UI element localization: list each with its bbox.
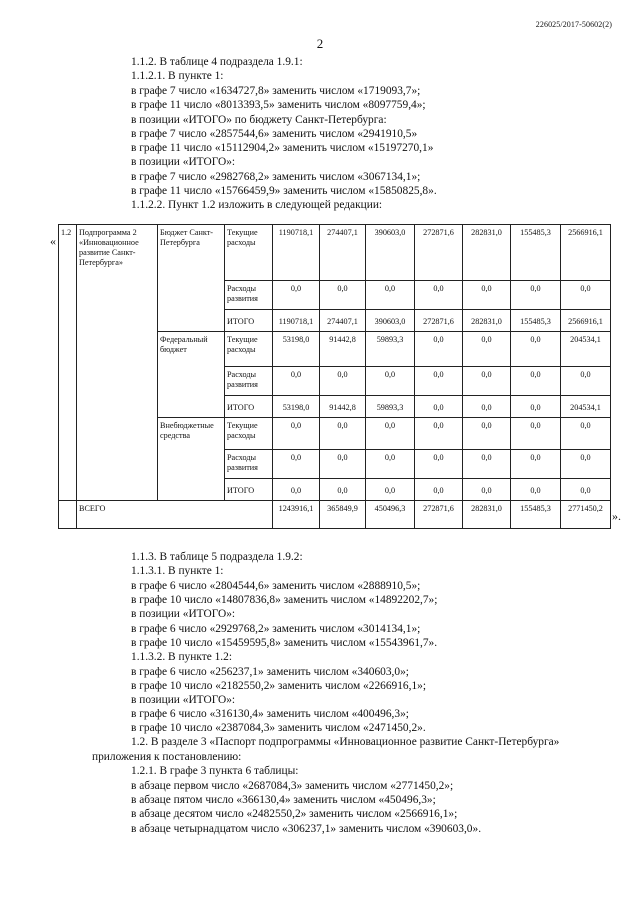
value-cell: 0,0	[366, 367, 415, 396]
budget-table	[58, 224, 611, 529]
value-cell: 53198,0	[273, 396, 320, 418]
value-cell: 282831,0	[463, 225, 511, 281]
text-line: в позиции «ИТОГО» по бюджету Санкт-Петербурга:	[131, 114, 387, 126]
total-value-cell: 365849,9	[320, 501, 366, 529]
value-cell: 155485,3	[511, 225, 561, 281]
value-cell: 390603,0	[366, 310, 415, 332]
value-cell: 0,0	[511, 367, 561, 396]
value-cell: 0,0	[511, 396, 561, 418]
expense-type-cell: Текущие расходы	[225, 418, 273, 450]
value-cell: 0,0	[463, 396, 511, 418]
value-cell: 0,0	[415, 396, 463, 418]
value-cell: 274407,1	[320, 225, 366, 281]
value-cell: 0,0	[415, 479, 463, 501]
text-line: в графе 6 число «2804544,6» заменить числом «2888910,5»;	[131, 580, 421, 592]
expense-type-cell: Расходы развития	[225, 367, 273, 396]
text-line: 1.1.3.1. В пункте 1:	[131, 565, 224, 577]
text-line: в графе 6 число «2929768,2» заменить числом «3014134,1»;	[131, 623, 421, 635]
expense-type-cell: ИТОГО	[225, 396, 273, 418]
text-line: 1.1.3. В таблице 5 подраздела 1.9.2:	[131, 551, 303, 563]
value-cell: 204534,1	[561, 332, 611, 367]
text-line: в графе 11 число «15112904,2» заменить числом «15197270,1»	[131, 142, 434, 154]
value-cell: 274407,1	[320, 310, 366, 332]
value-cell: 0,0	[561, 367, 611, 396]
total-value-cell: 1243916,1	[273, 501, 320, 529]
value-cell: 0,0	[415, 281, 463, 310]
value-cell: 0,0	[366, 479, 415, 501]
text-line: 1.1.2. В таблице 4 подраздела 1.9.1:	[131, 56, 303, 68]
text-line: 1.1.2.1. В пункте 1:	[131, 70, 224, 82]
value-cell: 0,0	[366, 450, 415, 479]
total-label-cell: ВСЕГО	[77, 501, 273, 529]
value-cell: 0,0	[511, 332, 561, 367]
total-value-cell: 272871,6	[415, 501, 463, 529]
value-cell: 2566916,1	[561, 310, 611, 332]
value-cell: 0,0	[366, 281, 415, 310]
value-cell: 0,0	[463, 479, 511, 501]
table-row	[59, 225, 611, 281]
value-cell: 272871,6	[415, 310, 463, 332]
value-cell: 1190718,1	[273, 225, 320, 281]
total-value-cell: 450496,3	[366, 501, 415, 529]
funding-source-cell: Бюджет Санкт-Петербурга	[158, 225, 225, 332]
text-line: в графе 10 число «2182550,2» заменить числом «2266916,1»;	[131, 680, 427, 692]
value-cell: 0,0	[320, 450, 366, 479]
value-cell: 204534,1	[561, 396, 611, 418]
text-line: 1.1.3.2. В пункте 1.2:	[131, 651, 233, 663]
text-line: в графе 7 число «1634727,8» заменить числом «1719093,7»;	[131, 85, 421, 97]
funding-source-cell: Федеральный бюджет	[158, 332, 225, 418]
program-name-cell: Подпрограмма 2 «Инновационное развитие Санкт-Петербурга»	[77, 225, 158, 501]
value-cell: 1190718,1	[273, 310, 320, 332]
value-cell: 0,0	[273, 479, 320, 501]
expense-type-cell: Расходы развития	[225, 450, 273, 479]
value-cell: 272871,6	[415, 225, 463, 281]
empty-cell	[59, 501, 77, 529]
value-cell: 2566916,1	[561, 225, 611, 281]
text-line: в графе 10 число «15459595,8» заменить числом «15543961,7».	[131, 637, 438, 649]
value-cell: 0,0	[415, 367, 463, 396]
document-number: 226025/2017-50602(2)	[535, 20, 612, 29]
text-line: в абзаце первом число «2687084,3» заменить числом «2771450,2»;	[131, 780, 454, 792]
total-row	[59, 501, 611, 529]
value-cell: 0,0	[273, 450, 320, 479]
total-value-cell: 282831,0	[463, 501, 511, 529]
text-line: 1.2.1. В графе 3 пункта 6 таблицы:	[131, 765, 299, 777]
funding-source-cell: Внебюджетные средства	[158, 418, 225, 501]
value-cell: 0,0	[561, 450, 611, 479]
value-cell: 0,0	[463, 367, 511, 396]
value-cell: 0,0	[415, 418, 463, 450]
value-cell: 0,0	[463, 332, 511, 367]
value-cell: 0,0	[415, 332, 463, 367]
value-cell: 0,0	[511, 418, 561, 450]
page-number: 2	[316, 36, 324, 51]
text-line: в абзаце пятом число «366130,4» заменить числом «450496,3»;	[131, 794, 436, 806]
value-cell: 0,0	[561, 479, 611, 501]
value-cell: 155485,3	[511, 310, 561, 332]
value-cell: 282831,0	[463, 310, 511, 332]
text-line: в графе 6 число «256237,1» заменить числом «340603,0»;	[131, 666, 409, 678]
value-cell: 0,0	[320, 281, 366, 310]
value-cell: 0,0	[561, 281, 611, 310]
text-line: в графе 11 число «8013393,5» заменить числом «8097759,4»;	[131, 99, 426, 111]
expense-type-cell: Расходы развития	[225, 281, 273, 310]
opening-quote: «	[50, 234, 56, 248]
text-line: в абзаце четырнадцатом число «306237,1» заменить числом «390603,0».	[131, 823, 482, 835]
value-cell: 91442,8	[320, 332, 366, 367]
text-line: в графе 7 число «2982768,2» заменить числом «3067134,1»;	[131, 171, 421, 183]
text-line: в графе 10 число «2387084,3» заменить числом «2471450,2».	[131, 722, 426, 734]
value-cell: 0,0	[463, 450, 511, 479]
text-line: в графе 10 число «14807836,8» заменить числом «14892202,7»;	[131, 594, 438, 606]
total-value-cell: 155485,3	[511, 501, 561, 529]
text-line: в графе 7 число «2857544,6» заменить числом «2941910,5»	[131, 128, 418, 140]
value-cell: 59893,3	[366, 396, 415, 418]
text-line: в позиции «ИТОГО»:	[131, 694, 236, 706]
value-cell: 0,0	[320, 418, 366, 450]
value-cell: 53198,0	[273, 332, 320, 367]
text-line: в позиции «ИТОГО»:	[131, 608, 236, 620]
expense-type-cell: ИТОГО	[225, 479, 273, 501]
value-cell: 0,0	[320, 479, 366, 501]
closing-quote: ».	[612, 509, 621, 523]
value-cell: 0,0	[463, 281, 511, 310]
text-line: 1.1.2.2. Пункт 1.2 изложить в следующей редакции:	[131, 199, 383, 211]
text-line: 1.2. В разделе 3 «Паспорт подпрограммы «Инновационное развитие Санкт-Петербурга»	[131, 736, 560, 748]
text-line: в абзаце десятом число «2482550,2» заменить числом «2566916,1»;	[131, 808, 458, 820]
value-cell: 0,0	[463, 418, 511, 450]
value-cell: 0,0	[511, 281, 561, 310]
value-cell: 0,0	[511, 450, 561, 479]
value-cell: 0,0	[273, 418, 320, 450]
expense-type-cell: Текущие расходы	[225, 225, 273, 281]
value-cell: 0,0	[561, 418, 611, 450]
value-cell: 0,0	[320, 367, 366, 396]
value-cell: 390603,0	[366, 225, 415, 281]
text-line: приложения к постановлению:	[92, 751, 242, 763]
text-line: в позиции «ИТОГО»:	[131, 156, 236, 168]
value-cell: 0,0	[511, 479, 561, 501]
value-cell: 0,0	[366, 418, 415, 450]
value-cell: 0,0	[273, 367, 320, 396]
value-cell: 59893,3	[366, 332, 415, 367]
value-cell: 0,0	[415, 450, 463, 479]
row-number-cell: 1.2	[59, 225, 77, 501]
expense-type-cell: Текущие расходы	[225, 332, 273, 367]
expense-type-cell: ИТОГО	[225, 310, 273, 332]
text-line: в графе 11 число «15766459,9» заменить числом «15850825,8».	[131, 185, 437, 197]
value-cell: 91442,8	[320, 396, 366, 418]
value-cell: 0,0	[273, 281, 320, 310]
text-line: в графе 6 число «316130,4» заменить числом «400496,3»;	[131, 708, 409, 720]
total-value-cell: 2771450,2	[561, 501, 611, 529]
